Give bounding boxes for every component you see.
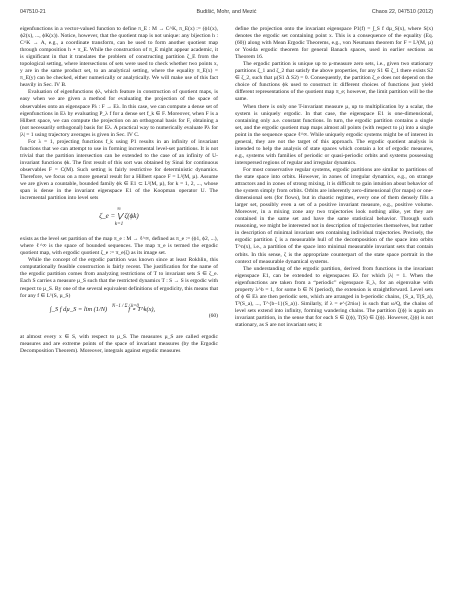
article-id: 047510-21	[20, 9, 46, 15]
paragraph: exists as the level set partition of the map π_e : M → ℓ^∞, defined as π_e := (ϕ1, ϕ2, ...), where ℓ^∞ is the space of bounded sequences. The map π_e is termed the ergodic quotient map, with ergodic quotient ζ_e := π_e(ζ) as its image set.	[20, 236, 218, 257]
paragraph: Evaluation of eigenfunctions ϕλ, which feature in construction of quotient maps, is easy when we are given a method for evaluating the projection of the space of observables onto an eigenspace Pλ : F → Eλ. In this case, we can compute a dense set of eigenfunctions in Eλ by evaluating P_λ f for a dense set f_k ∈ F. Moreover, when F is a Hilbert space, we can compute the projection on an orthogonal basis for F, obtaining a (not necessarily orthogonal) basis for Eλ. A practical way to numerically evaluate Pλ for |λ| = 1 using trajectory averages is given in Sec. IV C.	[20, 89, 218, 138]
running-header	[20, 9, 433, 19]
paragraph: The understanding of the ergodic partition, derived from functions in the invariant eigenspace E1, can be extended to eigenspaces Eλ for which |λ| = 1. When the eigenfunctions are taken from a “periodic” eigenspace E_λ, for an eigenvalue with property λ^b = 1, for some b ∈ N (period), the extension is straightforward. Level sets of ϕ ∈ Eλ are then periodic sets, which are arranged in b-periodic chains, {S_a, T(S_a), T²(S_a), ..., T^{b−1}(S_a)}. Similarly, if λ = e^{2πiω} is such that ω/Q, the chains of level sets extend into infinity, forming wandering chains. The partition ζ(ϕ) is again an invariant partition, in the sense that for each S ∈ ζ(ϕ), T(S) ∈ ζ(ϕ). However, ζ(ϕ) is not stationary, as S are not invariant sets; it	[235, 265, 433, 328]
paragraph: define the projection onto the invariant eigenspace P1(f) = ∫_S f dµ_S(x), where S(x) denotes the ergodic set containing point x. This is a consequence of the equality (Eq. (60)) along with Mean Ergodic Theorems, e.g., von Neumann theorem for F = L²(M, µ) or Yosida ergodic theorem for general Banach spaces, used in earlier sections as Theorem 16.	[235, 26, 433, 61]
journal-citation: Chaos 22, 047510 (2012)	[371, 9, 433, 15]
paragraph: The ergodic partition is unique up to µ-measure zero sets, i.e., given two stationary partitions ζ_1 and ζ_2 that satisfy the above properties, for any S1 ∈ ζ_1 there exists S2 ∈ ζ_2, such that µ(S1 ∆ S2) = 0. Consequently, the partition ζ_e does not depend on the choice of functions ϕk used to construct it: different choices of functions just yield different representations of the quotient map π_e; however, the limit partition will be the same.	[235, 61, 433, 103]
right-column	[235, 26, 433, 586]
paragraph: eigenfunctions in a vector-valued function to define π_E : M → C^K, π_E(x) := (ϕ1(x), ϕ2(x), ..., ϕK(x)). Notice, however, that the quotient map is not unique: any bijection h : C^K → A, e.g., a coordinate transform, can be used to form another quotient map through composition h ∘ π_E. While the construction of π_E might appear academic, it is significant in that it translates the problem of constructing partition ζ_E from the topological setting, where intersections of sets were used to check whether two points x, y are in the same product set, to an analytical setting, where the equality π_E(x) = π_E(y) can be checked, either numerically or analytically. We will make use of this fact heavily in Sec. IV B.	[20, 26, 218, 89]
paragraph: at almost every x ∈ S, with respect to µ_S. The measures µ_S are called ergodic measures and are extreme points of the space of invariant measures (by the Ergodic Decomposition Theorem). Moreover, integrals against ergodic measures	[20, 333, 218, 354]
equation-number: (60)	[208, 312, 218, 319]
equation-60: ∫_S f dµ_S = lim (1/N) f ∘ T^k(x), N−1 / Σ / k=0 (60)	[50, 303, 218, 319]
paragraph: When there is only one T-invariant measure µ, up to multiplication by a scalar, the system is uniquely ergodic. In that case, the eigenspace E1 is one-dimensional, containing only a.e. constant functions. In turn, the ergodic partition contains a single set, and the ergodic quotient map maps almost all points (with respect to µ) into a single point in the sequence space ℓ^∞. While uniquely ergodic systems might be of interest in general, they are not the target of this approach. The ergodic quotient analysis is intended to help the analysis of state spaces which contain a lot of ergodic measures, e.g., systems with families of periodic or quasi-periodic orbits and systems possessing interspersed regions of regular and irregular dynamics.	[235, 103, 433, 166]
paragraph: While the concept of the ergodic partition was known since at least Rokhlin, this computationally feasible construction is fairly recent. The justification for the name of the ergodic partition comes from analyzing restrictions of T to invariant sets S ∈ ζ_e. Each S carries a measure µ_S such that the restricted dynamics T : S → S is ergodic with respect to µ_S. By one of the several equivalent definitions of ergodicity, this means that for any f ∈ L¹(S, µ_S)	[20, 257, 218, 299]
equation-ergodic-partition: ∞ ζ_e = ⋁ ζ(ϕk) k=1	[99, 206, 139, 228]
paragraph: For λ = 1, projecting functions f_k using P1 results in an infinity of invariant functions that we can attempt to use in forming incremental level-set partitions. It is not trivial that the partition intersection can be extended to the case of an infinity of U-invariant functions ϕk. The first result of this sort was obtained by Sinai for continuous observables F = C(M). Such setting is fairly restrictive for deterministic dynamics. Therefore, we focus on a more general result for a Hilbert space F = L²(M, µ). Assume we are given a countable, bounded family ϕk ∈ E1 ⊂ L²(M, µ), for k = 1, 2, ..., whose span is dense in the invariant eigenspace E1 of the Koopman operator U. The incremental partition into level sets	[20, 138, 218, 202]
paragraph: For most conservative regular systems, ergodic partitions are similar to partitions of the state space into orbits. However, in zones of irregular dynamics, e.g., on strange attractors and in zones of strong mixing, it is difficult to gain intuition about behavior of the system simply from orbits. Orbits are inherently zero-dimensional (for maps) or one-dimensional sets (for flows), but in chaotic regimes, every one of them densely fills a larger set, possibly even a set of a positive invariant measure, e.g., positive volume. Moreover, in a mixing zone any two trajectories look nothing alike, yet they are contained in the same set and have the same statistical behavior. Through such reasoning, we might be interested not in description of trajectories themselves, but rather in description of minimal invariant sets containing individual trajectories. Precisely, the ergodic partition ζ is a measurable hull of the decomposition of the space into orbits T^n(x), i.e., a partition of the space into minimal measurable invariant sets that contain orbits. In this sense, ζ is the appropriate counterpart of the state space portrait in the context of measurable dynamical systems.	[235, 166, 433, 265]
authors: Budišić, Mohr, and Mezić	[196, 9, 257, 15]
left-column	[20, 26, 218, 586]
